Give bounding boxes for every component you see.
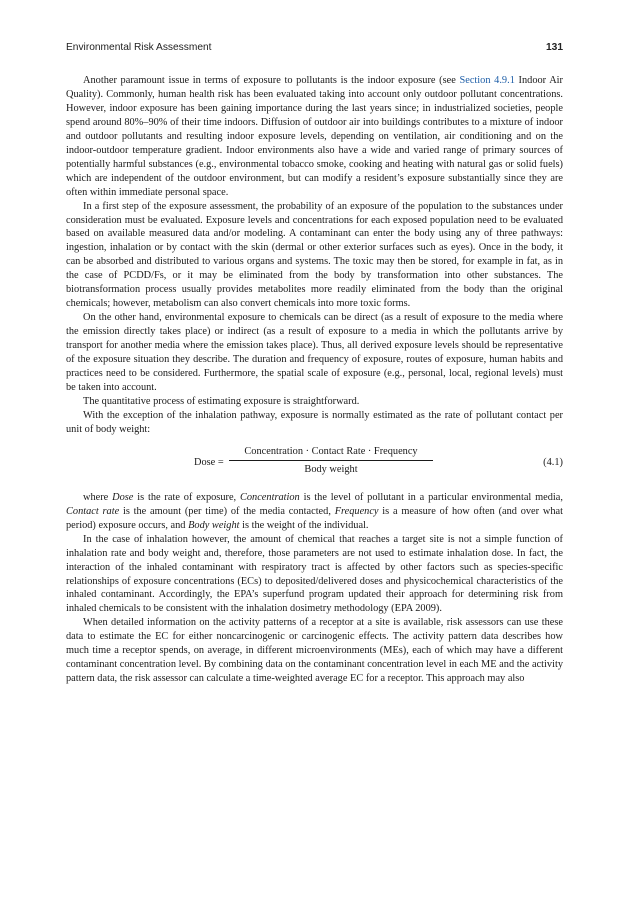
paragraph-exposure-assessment: In a first step of the exposure assessment, the probability of an exposure of the population to the substances under consideration must be evaluated. Exposure levels and concentrations for each exposed population need to be evaluated based on available measured data and/or modeling. A contaminant can enter the body using any of three pathways: ingestion, inhalation or by contact with the skin (dermal or other exterior surfaces such as eyes). Once in the body, it can be absorbed and distributed to various organs and systems. The toxic may then be stored, for example in fat, as in the case of PCDD/Fs, or it may be eliminated from the body by transformation into other substances. The biotransformation process usually provides metabolites more readily eliminated from the body than the original chemicals; however, metabolism can also convert chemicals into more toxic forms. [66,200,563,310]
paragraph-inhalation-case: In the case of inhalation however, the amount of chemical that reaches a target site is not a simple function of inhalation rate and body weight and, therefore, those parameters are not used to estimate inhalation dose. In fact, the interaction of the inhaled contaminant with respiratory tract is affected by other factors such as species-specific relationships of exposure concentrations (ECs) to deposited/delivered doses and physicochemical characteristics of the inhaled contaminant. Accordingly, the EPA’s superfund program updated their approach for determining risk from inhaled chemicals to be consistent with the inhalation dosimetry methodology (EPA 2009). [66,533,563,615]
equation-denominator: Body weight [304,463,358,475]
page-number: 131 [546,42,563,53]
equation-lhs: Dose = [194,456,224,468]
equation-fraction [229,445,433,477]
running-title: Environmental Risk Assessment [66,42,212,53]
paragraph-indoor-exposure: Another paramount issue in terms of exposure to pollutants is the indoor exposure (see Section 4.9.1 Indoor Air Quality). Commonly, human health risk has been evaluated taking into account only outdoor pollutant concentrations. However, indoor exposure has been gaining importance during the last years since; in industrialized societies, people spend around 80%–90% of their time indoors. Diffusion of outdoor air into buildings contributes to a mixture of indoor and outdoor pollutants and resulting indoor exposure levels, depending on ventilation, air conditioning and on the indoor-outdoor temperature gradient. Indoor environments also have a wide and varied range of primary sources of potentially harmful substances (e.g., environmental tobacco smoke, cooking and heating with natural gas or solid fuels) which are independent of the outdoor environment, but can modify a resident’s exposure substantially since they are often within immediate personal space. [66,75,563,198]
paragraph-quantitative: The quantitative process of estimating exposure is straightforward. [83,395,360,407]
paragraph-direct-indirect: On the other hand, environmental exposure to chemicals can be direct (as a result of exposure to the media where the emission directly takes place) or indirect (as a result of exposure to a media in which the pollutants arrive by transport for another media where the emission takes place). Thus, all derived exposure levels should be representative of the exposure situation they describe. The duration and frequency of exposure, routes of exposure, human habits and practices need to be considered. Furthermore, the spatial scale of exposure (e.g., personal, local, regional levels) must be taken into account. [66,312,563,393]
equation-numerator: Concentration · Contact Rate · Frequency [229,445,433,461]
equation-number: (4.1) [543,456,563,468]
paragraph-inhalation-exception: With the exception of the inhalation pathway, exposure is normally estimated as the rate of pollutant contact per unit of body weight: [66,409,563,435]
paragraph-activity-patterns: When detailed information on the activity patterns of a receptor at a site is available, risk assessors can use these data to estimate the EC for either noncarcinogenic or carcinogenic effects. The activity pattern data describes how much time a receptor spends, on average, in different microenvironments (MEs), each of which may have a different contaminant concentration level. By combining data on the contaminant concentration level in each ME and the activity pattern data, the risk assessor can calculate a time-weighted average EC for a receptor. This approach may also [66,617,563,685]
section-link[interactable]: Section 4.9.1 [459,75,515,86]
paragraph-variable-definitions: where Dose is the rate of exposure, Concentration is the level of pollutant in a particular environmental media, Contact rate is the amount (per time) of the media contacted, Frequency is a measure of how often (and over what period) exposure occurs, and Body weight is the weight of the individual. [66,491,563,531]
body-text [66,74,563,686]
equation-dose [66,445,563,483]
running-header [66,42,563,56]
